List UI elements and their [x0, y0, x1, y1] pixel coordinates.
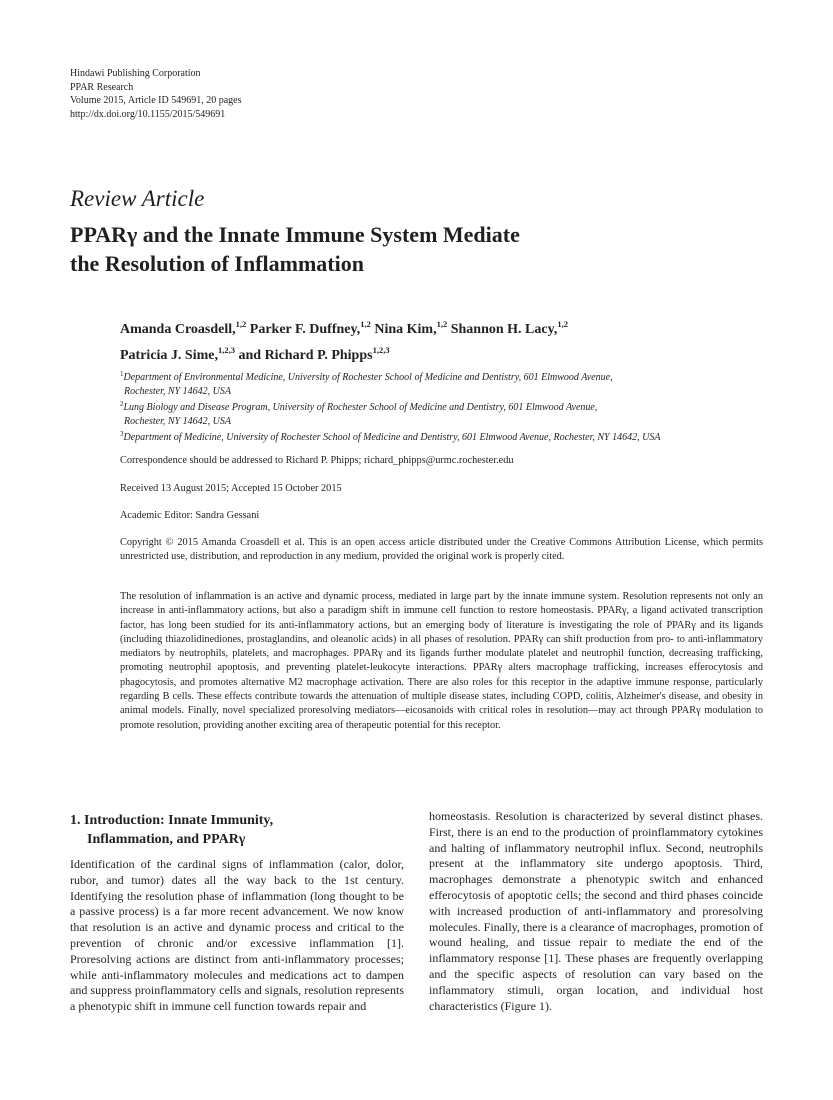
journal-header — [70, 67, 241, 121]
section-heading — [70, 811, 273, 849]
author-affil-sup: 1,2,3 — [217, 345, 235, 355]
copyright-notice: Copyright © 2015 Amanda Croasdell et al. This is an open access article distributed under the Creative Commons Attribution License, which permits unrestricted use, distribution, and reproduction in any medium, provided the original work is properly cited. — [120, 537, 763, 563]
affiliation-1: $^1$Department of Environmental Medicine, University of Rochester School of Medicine and Dentistry, 601 Elmwood Avenue, — [120, 370, 613, 383]
body-column-right: homeostasis. Resolution is characterized by several distinct phases. First, there is an end to the production of proinflammatory cytokines and halting of inflammatory neutrophil influx. Second, neutrophils present at the inflammatory site undergo apoptosis. Third, macrophages demonstrate a phenotypic switch and enhanced efferocytosis of apoptotic cells; the second and third phases coincide with increased production of anti-inflammatory and proresolving molecules. Finally, there is a clearance of macrophages, promotion of wound healing, and tissue repair to mediate the end of the inflammatory response [1]. These phases are frequently overlapping and the specific aspects of resolution can vary based on the inflammatory stimuli, organ location, and individual host characteristics (Figure 1). — [429, 809, 763, 1013]
title-line-2: the Resolution of Inflammation — [70, 251, 364, 276]
body-column-left: Identification of the cardinal signs of inflammation (calor, dolor, rubor, and tumor) dates all the way back to the 1st century. Identifying the resolution phase of inflammation (long thought to be a passive process) is a far more recent advancement. We now know that resolution is an active and dynamic process and critical to the prevention of chronic and/or excessive inflammation [1]. Proresolving actions are distinct from anti-inflammatory processes; while anti-inflammatory molecules and medications act to dampen and suppress proinflammatory cells and signals, resolution represents a phenotypic shift in immune cell function towards repair and — [70, 857, 404, 1014]
author-affil-sup: 1,2 — [557, 319, 568, 329]
section-heading-line-2: Inflammation, and PPARγ — [87, 832, 246, 847]
volume-info: Volume 2015, Article ID 549691, 20 pages — [70, 95, 242, 106]
authors-line-1 — [120, 314, 568, 340]
correspondence: Correspondence should be addressed to Richard P. Phipps; richard_phipps@urmc.rochester.edu — [120, 455, 514, 466]
author-affil-sup: 1,2 — [360, 319, 371, 329]
author-name: Shannon H. Lacy, — [450, 322, 558, 337]
author-affil-sup: 1,2 — [436, 319, 448, 329]
authors-and: and — [238, 348, 262, 363]
author-name: Parker F. Duffney, — [249, 322, 361, 337]
affiliations — [120, 368, 765, 445]
affiliation-number: 1 — [120, 370, 124, 378]
affiliation-number: 3 — [120, 430, 124, 438]
received-dates: Received 13 August 2015; Accepted 15 October 2015 — [120, 483, 342, 494]
author-affil-sup: 1,2 — [235, 319, 247, 329]
title-line-1: PPARγ and the Innate Immune System Mediate — [70, 222, 520, 247]
author-name: Nina Kim, — [374, 322, 437, 337]
section-heading-line-1: 1. Introduction: Innate Immunity, — [70, 813, 274, 828]
author-name: Amanda Croasdell, — [120, 322, 236, 337]
author-list — [120, 314, 568, 366]
affiliation-2: $^2$Lung Biology and Disease Program, University of Rochester School of Medicine and Dentistry, 601 Elmwood Avenue, — [120, 400, 598, 413]
affiliation-number: 2 — [120, 400, 124, 408]
affiliation-2-cont: Rochester, NY 14642, USA — [124, 415, 231, 427]
abstract: The resolution of inflammation is an active and dynamic process, mediated in large part by the innate immune system. Resolution represents not only an increase in anti-inflammatory actions, but also a paradigm shift in immune cell function to restore homeostasis. PPARγ, a ligand activated transcription factor, has long been studied for its anti-inflammatory actions, but an emerging body of literature is investigating the role of PPARγ and its ligands (including thiazolidinediones, prostaglandins, and oleanolic acids) in all phases of resolution. PPARγ can shift production from pro- to anti-inflammatory mediators by neutrophils, platelets, and macrophages. PPARγ and its ligands further modulate platelet and neutrophil function, decreasing trafficking, promoting neutrophil apoptosis, and preventing platelet-leukocyte interactions. PPARγ alters macrophage trafficking, increases efferocytosis and phagocytosis, and promotes alternative M2 macrophage activation. There are also roles for this receptor in the adaptive immune response, particularly regarding B cells. These effects contribute towards the attenuation of multiple disease states, including COPD, colitis, Alzheimer's disease, and obesity in animal models. Finally, novel specialized proresolving mediators—eicosanoids with critical roles in resolution—may act through PPARγ modulation to promote resolution, providing another exciting area of therapeutic potential for this receptor. — [120, 591, 763, 731]
article-type: Review Article — [70, 186, 205, 211]
affiliation-1-cont: Rochester, NY 14642, USA — [124, 385, 231, 397]
article-title — [70, 220, 520, 278]
authors-line-2 — [120, 340, 568, 366]
doi-link[interactable]: http://dx.doi.org/10.1155/2015/549691 — [70, 108, 226, 120]
publisher: Hindawi Publishing Corporation — [70, 68, 201, 79]
academic-editor: Academic Editor: Sandra Gessani — [120, 510, 260, 521]
author-name: Richard P. Phipps — [264, 348, 373, 363]
author-name: Patricia J. Sime, — [120, 348, 218, 363]
affiliation-3: $^3$Department of Medicine, University of Rochester School of Medicine and Dentistry, 601 Elmwood Avenue, Rochester, NY 14642, USA — [120, 430, 661, 443]
author-affil-sup: 1,2,3 — [372, 345, 390, 355]
journal-name: PPAR Research — [70, 81, 134, 93]
